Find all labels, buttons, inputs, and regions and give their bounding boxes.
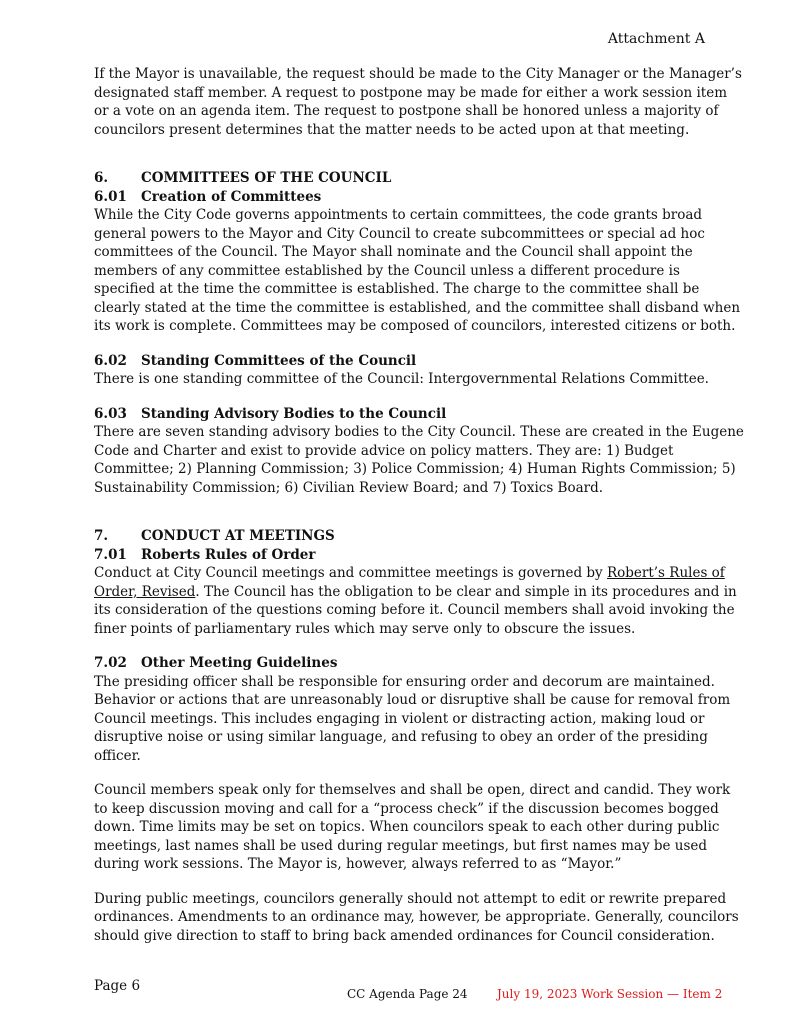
section-6-02-heading	[94, 352, 744, 371]
agenda-page-label: CC Agenda Page 24	[347, 987, 468, 1001]
section-7-02-number: 7.02	[94, 655, 127, 671]
section-7-heading	[94, 527, 744, 546]
section-6-03-text: There are seven standing advisory bodies to the City Council. These are created in the Eugene Code and Charter and exist to provide advice on policy matters. They are: 1) Budget Committee; 2) Planning Commission; 3) Police Commission; 4) Human Rights Commission; 5) Sustainability Commission; 6) Civilian Review Board; and 7) Toxics Board.	[94, 424, 744, 496]
page-number: Page 6	[94, 978, 141, 994]
section-7-01-number: 7.01	[94, 546, 127, 563]
work-session-label: July 19, 2023 Work Session — Item 2	[497, 987, 723, 1001]
section-6-01-heading	[94, 188, 744, 207]
section-7-02-heading	[94, 654, 744, 673]
section-6-02-number: 6.02	[94, 352, 127, 369]
section-6-01-title: Creation of Committees	[141, 188, 322, 205]
attachment-label: Attachment A	[607, 31, 705, 47]
section-7-02-title: Other Meeting Guidelines	[141, 655, 338, 671]
section-6-number: 6.	[94, 170, 109, 186]
section-7-02-paragraph-3: During public meetings, councilors generally should not attempt to edit or rewrite prepared ordinances. Amendments to an ordinance may, however, be appropriate. Generally, councilors should give direction to staff to bring back amended ordinances for Council consideration.	[94, 890, 739, 944]
section-6-03-number: 6.03	[94, 405, 127, 422]
section-6-02-title: Standing Committees of the Council	[141, 352, 417, 369]
section-7-title: CONDUCT AT MEETINGS	[141, 528, 335, 544]
section-7-number: 7.	[94, 528, 109, 544]
section-6-03-title: Standing Advisory Bodies to the Council	[141, 405, 447, 422]
intro-paragraph: If the Mayor is unavailable, the request should be made to the City Manager or the Manager’s designated staff member. A request to postpone may be made for either a work session item or a vote on an agenda item. The request to postpone shall be honored unless a majority of councilors present determines that the matter needs to be acted upon at that meeting.	[94, 66, 742, 138]
section-6-03-heading	[94, 405, 744, 424]
section-7-01-text-after: . The Council has the obligation to be clear and simple in its procedures and in its consideration of the questions coming before it. Council members shall avoid invoking the finer points of parliamentary rules which may serve only to obscure the issues.	[94, 583, 737, 637]
section-6-02-text: There is one standing committee of the Council: Intergovernmental Relations Committee.	[94, 371, 709, 387]
section-7-01-text	[94, 564, 744, 638]
roberts-rules-title: Robert’s Rules of Order, Revised	[94, 565, 725, 600]
section-7-01-heading	[94, 546, 744, 565]
section-7-01-text-before: Conduct at City Council meetings and committee meetings is governed by	[94, 565, 607, 581]
section-6-01-text: While the City Code governs appointments to certain committees, the code grants broad general powers to the Mayor and City Council to create subcommittees or special ad hoc committees of the Council. The Mayor shall nominate and the Council shall appoint the members of any committee established by the Council unless a different procedure is specified at the time the committee is established. The charge to the committee shall be clearly stated at the time the committee is established, and the committee shall disband when its work is complete. Committees may be composed of councilors, interested citizens or both.	[94, 207, 741, 334]
section-6-title: COMMITTEES OF THE COUNCIL	[141, 170, 392, 186]
document-body	[94, 65, 744, 961]
section-6-heading	[94, 169, 744, 188]
section-7-02-paragraph-1: The presiding officer shall be responsible for ensuring order and decorum are maintained. Behavior or actions that are unreasonably loud or disruptive shall be cause for removal from Council meetings. This includes engaging in violent or distracting action, making loud or disruptive noise or using similar language, and refusing to obey an order of the presiding officer.	[94, 673, 731, 764]
section-7-02-paragraph-2: Council members speak only for themselves and shall be open, direct and candid. They work to keep discussion moving and call for a “process check” if the discussion becomes bogged down. Time limits may be set on topics. When councilors speak to each other during public meetings, last names shall be used during regular meetings, but first names may be used during work sessions. The Mayor is, however, always referred to as “Mayor.”	[94, 782, 731, 872]
section-7-01-title: Roberts Rules of Order	[141, 546, 316, 563]
section-6-01-number: 6.01	[94, 188, 127, 205]
